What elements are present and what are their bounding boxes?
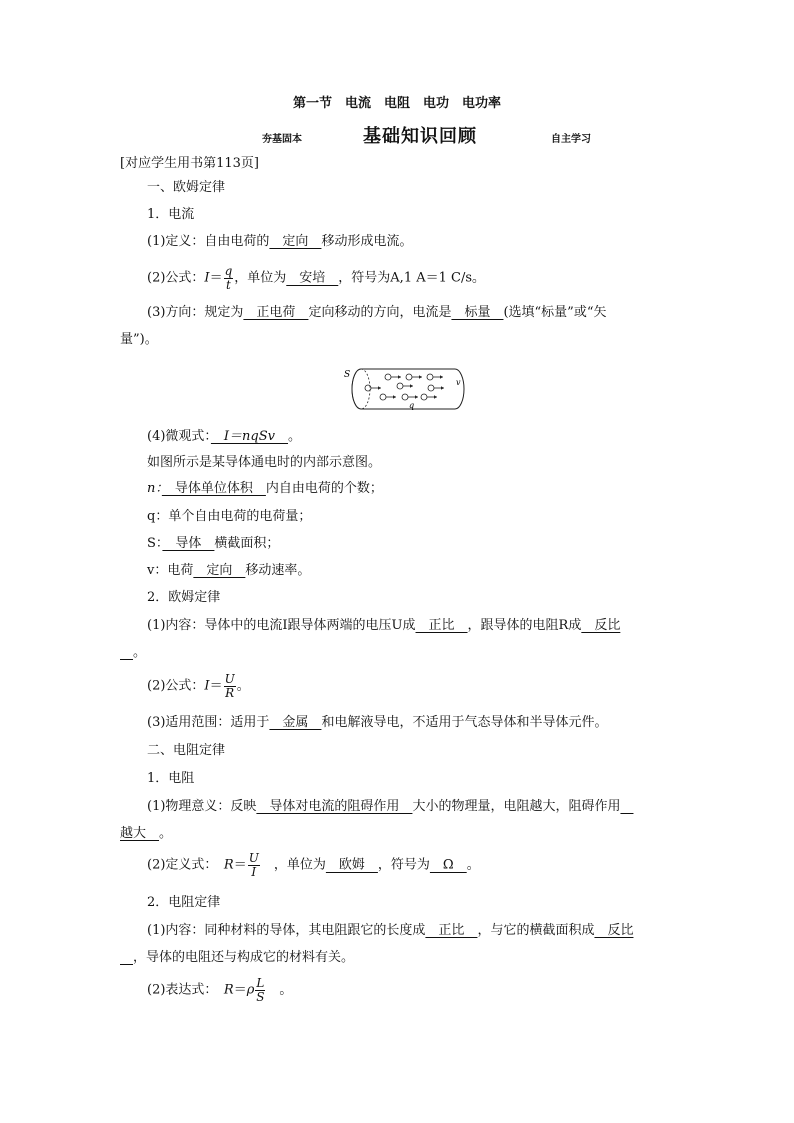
conductor-diagram — [343, 364, 473, 414]
subheading-resistance-law: 2．电阻定律 — [147, 895, 221, 910]
answer-blank: 标量 — [451, 305, 504, 320]
answer-blank: 定向 — [193, 563, 246, 578]
def-q: q：单个自由电荷的电荷量； — [147, 509, 312, 524]
def-n: n： 导体单位体积 内自由电荷的个数； — [147, 481, 383, 496]
answer-blank: 欧姆 — [325, 857, 378, 873]
subheading-resistance: 1．电阻 — [147, 771, 195, 786]
fraction-u-over-r: $\frac{U}{R}$ — [224, 672, 235, 700]
answer-blank: 导体对电流的阻碍作用 — [256, 799, 413, 814]
resistance-definition: (2)定义式： R＝ $\frac{U}{I}$ ，单位为 欧姆 ，符号为 Ω 。 — [147, 851, 480, 879]
micro-formula: (4)微观式： I＝nqSv 。 — [147, 429, 302, 444]
answer-blank: 金属 — [269, 715, 322, 730]
banner-heading: 基础知识回顾 — [363, 126, 477, 147]
def-s: S： 导体 横截面积； — [147, 536, 280, 551]
current-direction: (3)方向：规定为 正电荷 定向移动的方向，电流是 标量 (选填“标量”或“矢 — [147, 305, 607, 320]
book-reference: [对应学生用书第113页] — [120, 156, 259, 171]
page-title: 第一节 电流 电阻 电功 电功率 — [292, 96, 501, 111]
answer-blank: 定向 — [269, 234, 322, 249]
resistance-law-formula: (2)表达式： R＝ρ $\frac{L}{S}$ 。 — [147, 976, 293, 1004]
banner-left-label: 夯基固本 — [262, 134, 302, 145]
ohm-formula: (2)公式：I＝ $\frac{U}{R}$ 。 — [147, 672, 250, 700]
section-heading-ohm: 一、欧姆定律 — [147, 180, 226, 195]
answer-blank: 正比 — [415, 618, 468, 633]
label-s: S — [344, 370, 351, 380]
current-formula: (2)公式：I＝ $\frac{q}{t}$ ，单位为 安培 ，符号为A,1 A＝1 C/s。 — [147, 264, 486, 292]
answer-blank: Ω — [429, 857, 467, 873]
current-definition: (1)定义：自由电荷的 定向 移动形成电流。 — [147, 234, 413, 249]
answer-blank: 反比 — [594, 923, 634, 938]
answer-blank: 反比 — [581, 618, 621, 633]
resistance-meaning-cont: 越大 。 — [120, 826, 173, 841]
section-heading-resistance: 二、电阻定律 — [147, 743, 226, 758]
diagram-caption: 如图所示是某导体通电时的内部示意图。 — [147, 455, 382, 470]
answer-blank — [120, 645, 133, 660]
resistance-meaning: (1)物理意义：反映 导体对电流的阻碍作用 大小的物理量，电阻越大，阻碍作用 — [147, 800, 633, 813]
answer-blank — [120, 950, 133, 965]
fraction-q-over-t: $\frac{q}{t}$ — [224, 264, 233, 292]
def-v: v：电荷 定向 移动速率。 — [147, 563, 311, 578]
fraction-u-over-i: $\frac{U}{I}$ — [248, 851, 259, 879]
answer-blank: 导体 — [162, 536, 215, 551]
subheading-current: 1．电流 — [147, 207, 195, 222]
ohm-content: (1)内容：导体中的电流I跟导体两端的电压U成 正比 ，跟导体的电阻R成 反比 — [147, 618, 621, 633]
resistance-law-content: (1)内容：同种材料的导体，其电阻跟它的长度成 正比 ，与它的横截面积成 反比 — [147, 923, 634, 938]
ohm-content-cont: 。 — [120, 646, 146, 659]
resistance-law-content-cont: ，导体的电阻还与构成它的材料有关。 — [120, 951, 354, 964]
subheading-ohm-law: 2．欧姆定律 — [147, 590, 221, 605]
label-v: v — [456, 378, 461, 387]
answer-blank: 安培 — [286, 270, 339, 286]
answer-blank: I＝nqSv — [210, 429, 289, 444]
fraction-l-over-s: $\frac{L}{S}$ — [256, 976, 265, 1004]
banner-right-label: 自主学习 — [551, 134, 591, 145]
answer-blank — [620, 799, 633, 814]
answer-blank: 正电荷 — [243, 305, 309, 320]
answer-blank: 正比 — [425, 923, 478, 938]
ohm-scope: (3)适用范围：适用于 金属 和电解液导电，不适用于气态导体和半导体元件。 — [147, 715, 608, 730]
answer-blank: 越大 — [120, 826, 160, 841]
current-direction-cont: 量”)。 — [120, 332, 158, 347]
label-q: q — [409, 401, 415, 410]
answer-blank: 导体单位体积 — [161, 481, 266, 496]
